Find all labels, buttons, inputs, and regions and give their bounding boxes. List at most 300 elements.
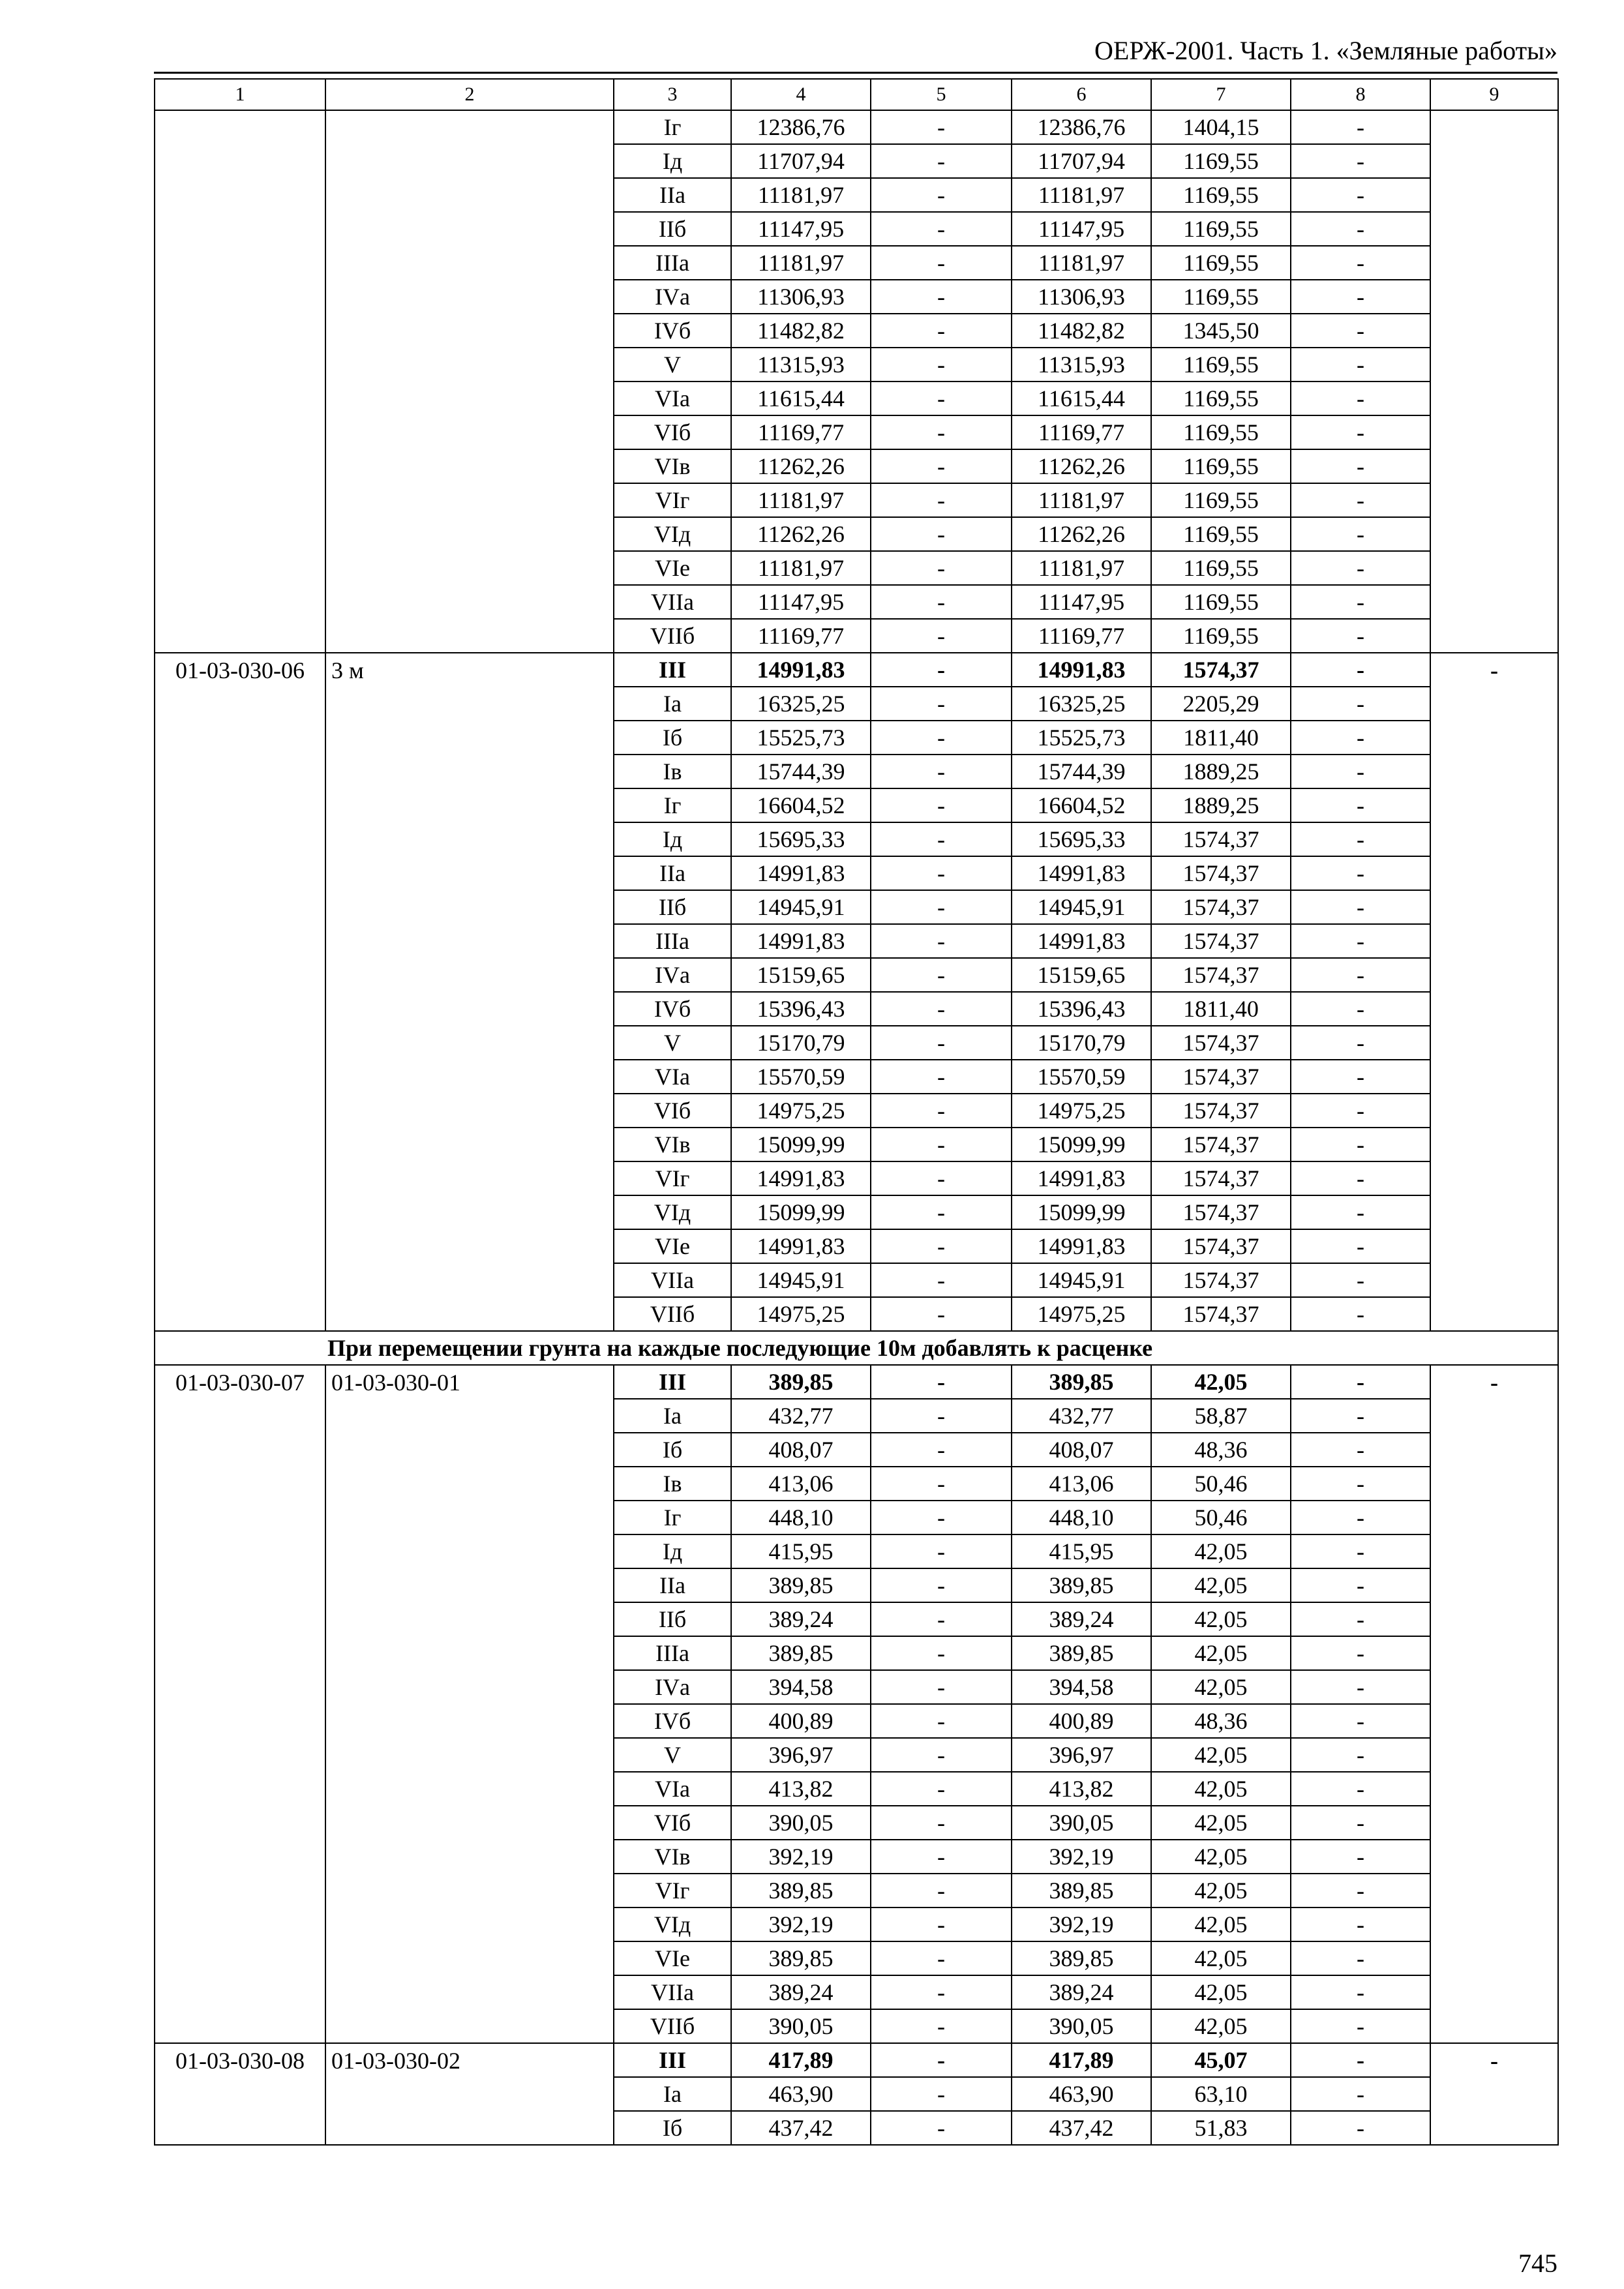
machine-cost: 15695,33	[1012, 822, 1151, 856]
rate-description: 01-03-030-02	[325, 2043, 614, 2145]
soil-group: Iг	[614, 1501, 731, 1534]
total-cost: 15695,33	[731, 822, 871, 856]
column-number: 3	[614, 79, 731, 110]
soil-group: VIе	[614, 1229, 731, 1263]
wages-cost: -	[871, 280, 1012, 314]
soil-group: IIа	[614, 178, 731, 212]
soil-group: IVа	[614, 280, 731, 314]
machinist-wages: 1169,55	[1151, 178, 1291, 212]
total-cost: 413,06	[731, 1467, 871, 1501]
column-number: 9	[1430, 79, 1558, 110]
soil-group: VIа	[614, 1772, 731, 1806]
machine-cost: 11169,77	[1012, 619, 1151, 653]
machinist-wages: 1169,55	[1151, 280, 1291, 314]
machinist-wages: 42,05	[1151, 1806, 1291, 1840]
soil-group: Iд	[614, 1534, 731, 1568]
table-row	[155, 653, 1558, 687]
wages-cost: -	[871, 721, 1012, 755]
soil-group: IVа	[614, 958, 731, 992]
machine-cost: 390,05	[1012, 2009, 1151, 2043]
soil-group: IIа	[614, 1568, 731, 1602]
machine-cost: 389,85	[1012, 1365, 1151, 1399]
wages-cost: -	[871, 1568, 1012, 1602]
machine-cost: 11147,95	[1012, 585, 1151, 619]
col9-value	[1430, 110, 1558, 653]
wages-cost: -	[871, 1670, 1012, 1704]
soil-group: VIд	[614, 517, 731, 551]
machine-cost: 11262,26	[1012, 517, 1151, 551]
machinist-wages: 48,36	[1151, 1433, 1291, 1467]
materials-cost: -	[1291, 890, 1430, 924]
wages-cost: -	[871, 1094, 1012, 1128]
machine-cost: 408,07	[1012, 1433, 1151, 1467]
column-number: 6	[1012, 79, 1151, 110]
total-cost: 14991,83	[731, 1161, 871, 1195]
machine-cost: 11169,77	[1012, 415, 1151, 449]
materials-cost: -	[1291, 1060, 1430, 1094]
soil-group: Iб	[614, 721, 731, 755]
total-cost: 11181,97	[731, 178, 871, 212]
materials-cost: -	[1291, 958, 1430, 992]
soil-group: IIб	[614, 1602, 731, 1636]
column-number: 1	[155, 79, 325, 110]
materials-cost: -	[1291, 1026, 1430, 1060]
total-cost: 390,05	[731, 2009, 871, 2043]
soil-group: Iб	[614, 2111, 731, 2145]
wages-cost: -	[871, 1874, 1012, 1908]
soil-group: VIб	[614, 1094, 731, 1128]
machinist-wages: 63,10	[1151, 2077, 1291, 2111]
soil-group: Iа	[614, 1399, 731, 1433]
machine-cost: 14991,83	[1012, 1229, 1151, 1263]
soil-group: VIб	[614, 1806, 731, 1840]
rate-code: 01-03-030-08	[155, 2043, 325, 2145]
machine-cost: 11181,97	[1012, 246, 1151, 280]
wages-cost: -	[871, 449, 1012, 483]
soil-group: VIв	[614, 1840, 731, 1874]
machinist-wages: 42,05	[1151, 1534, 1291, 1568]
wages-cost: -	[871, 517, 1012, 551]
document-title: ОЕРЖ-2001. Часть 1. «Земляные работы»	[1094, 36, 1557, 65]
total-cost: 12386,76	[731, 110, 871, 144]
machine-cost: 392,19	[1012, 1840, 1151, 1874]
wages-cost: -	[871, 585, 1012, 619]
soil-group: VIб	[614, 415, 731, 449]
machinist-wages: 58,87	[1151, 1399, 1291, 1433]
materials-cost: -	[1291, 2077, 1430, 2111]
machinist-wages: 1574,37	[1151, 822, 1291, 856]
machinist-wages: 1574,37	[1151, 1229, 1291, 1263]
total-cost: 389,85	[731, 1568, 871, 1602]
machinist-wages: 50,46	[1151, 1467, 1291, 1501]
materials-cost: -	[1291, 551, 1430, 585]
materials-cost: -	[1291, 1263, 1430, 1297]
wages-cost: -	[871, 1602, 1012, 1636]
total-cost: 15744,39	[731, 755, 871, 788]
materials-cost: -	[1291, 483, 1430, 517]
machine-cost: 12386,76	[1012, 110, 1151, 144]
wages-cost: -	[871, 890, 1012, 924]
soil-group: V	[614, 348, 731, 382]
total-cost: 400,89	[731, 1704, 871, 1738]
wages-cost: -	[871, 1975, 1012, 2009]
machine-cost: 14991,83	[1012, 924, 1151, 958]
wages-cost: -	[871, 1840, 1012, 1874]
wages-cost: -	[871, 822, 1012, 856]
machinist-wages: 42,05	[1151, 1941, 1291, 1975]
wages-cost: -	[871, 483, 1012, 517]
wages-cost: -	[871, 1026, 1012, 1060]
wages-cost: -	[871, 755, 1012, 788]
soil-group: III	[614, 1365, 731, 1399]
col9-value: -	[1430, 653, 1558, 1331]
soil-group: VIе	[614, 551, 731, 585]
rate-code: 01-03-030-06	[155, 653, 325, 1331]
total-cost: 389,24	[731, 1975, 871, 2009]
machine-cost: 11262,26	[1012, 449, 1151, 483]
col9-value: -	[1430, 2043, 1558, 2145]
total-cost: 11306,93	[731, 280, 871, 314]
total-cost: 389,85	[731, 1365, 871, 1399]
wages-cost: -	[871, 2043, 1012, 2077]
machinist-wages: 2205,29	[1151, 687, 1291, 721]
total-cost: 11615,44	[731, 382, 871, 415]
materials-cost: -	[1291, 1840, 1430, 1874]
total-cost: 389,85	[731, 1874, 871, 1908]
machine-cost: 15159,65	[1012, 958, 1151, 992]
materials-cost: -	[1291, 415, 1430, 449]
page-number: 745	[1518, 2249, 1557, 2278]
machine-cost: 463,90	[1012, 2077, 1151, 2111]
materials-cost: -	[1291, 856, 1430, 890]
machine-cost: 396,97	[1012, 1738, 1151, 1772]
materials-cost: -	[1291, 1602, 1430, 1636]
wages-cost: -	[871, 1636, 1012, 1670]
wages-cost: -	[871, 924, 1012, 958]
machinist-wages: 42,05	[1151, 1772, 1291, 1806]
machinist-wages: 1574,37	[1151, 924, 1291, 958]
materials-cost: -	[1291, 1806, 1430, 1840]
soil-group: III	[614, 653, 731, 687]
total-cost: 16604,52	[731, 788, 871, 822]
materials-cost: -	[1291, 924, 1430, 958]
wages-cost: -	[871, 1060, 1012, 1094]
machinist-wages: 42,05	[1151, 1636, 1291, 1670]
machine-cost: 11147,95	[1012, 212, 1151, 246]
total-cost: 463,90	[731, 2077, 871, 2111]
machinist-wages: 42,05	[1151, 1670, 1291, 1704]
machinist-wages: 42,05	[1151, 1874, 1291, 1908]
total-cost: 432,77	[731, 1399, 871, 1433]
table-row	[155, 2043, 1558, 2077]
total-cost: 14991,83	[731, 1229, 871, 1263]
materials-cost: -	[1291, 1501, 1430, 1534]
machine-cost: 14991,83	[1012, 653, 1151, 687]
machinist-wages: 1889,25	[1151, 788, 1291, 822]
wages-cost: -	[871, 1297, 1012, 1331]
soil-group: VIIб	[614, 2009, 731, 2043]
wages-cost: -	[871, 1263, 1012, 1297]
machine-cost: 14991,83	[1012, 856, 1151, 890]
wages-cost: -	[871, 1806, 1012, 1840]
machinist-wages: 1169,55	[1151, 382, 1291, 415]
machinist-wages: 1169,55	[1151, 144, 1291, 178]
total-cost: 390,05	[731, 1806, 871, 1840]
machine-cost: 15570,59	[1012, 1060, 1151, 1094]
machine-cost: 11315,93	[1012, 348, 1151, 382]
materials-cost: -	[1291, 348, 1430, 382]
soil-group: VIа	[614, 382, 731, 415]
soil-group: VIв	[614, 1128, 731, 1161]
soil-group: IIб	[614, 890, 731, 924]
materials-cost: -	[1291, 1297, 1430, 1331]
machine-cost: 389,85	[1012, 1941, 1151, 1975]
rate-code: 01-03-030-07	[155, 1365, 325, 2043]
soil-group: IVб	[614, 1704, 731, 1738]
machine-cost: 389,85	[1012, 1636, 1151, 1670]
materials-cost: -	[1291, 1704, 1430, 1738]
wages-cost: -	[871, 1738, 1012, 1772]
machine-cost: 15744,39	[1012, 755, 1151, 788]
machinist-wages: 1169,55	[1151, 348, 1291, 382]
machinist-wages: 1345,50	[1151, 314, 1291, 348]
materials-cost: -	[1291, 1941, 1430, 1975]
soil-group: V	[614, 1738, 731, 1772]
machine-cost: 11181,97	[1012, 551, 1151, 585]
machine-cost: 15099,99	[1012, 1195, 1151, 1229]
machinist-wages: 42,05	[1151, 1840, 1291, 1874]
table-body	[155, 79, 1558, 2145]
materials-cost: -	[1291, 382, 1430, 415]
total-cost: 413,82	[731, 1772, 871, 1806]
materials-cost: -	[1291, 178, 1430, 212]
total-cost: 11147,95	[731, 212, 871, 246]
wages-cost: -	[871, 1365, 1012, 1399]
machine-cost: 389,24	[1012, 1975, 1151, 2009]
wages-cost: -	[871, 653, 1012, 687]
machine-cost: 413,06	[1012, 1467, 1151, 1501]
machinist-wages: 1169,55	[1151, 619, 1291, 653]
column-number: 8	[1291, 79, 1430, 110]
materials-cost: -	[1291, 1433, 1430, 1467]
total-cost: 11147,95	[731, 585, 871, 619]
soil-group: IVб	[614, 314, 731, 348]
wages-cost: -	[871, 314, 1012, 348]
soil-group: IIIа	[614, 1636, 731, 1670]
soil-group: IIб	[614, 212, 731, 246]
machine-cost: 15099,99	[1012, 1128, 1151, 1161]
wages-cost: -	[871, 1941, 1012, 1975]
machinist-wages: 1169,55	[1151, 551, 1291, 585]
wages-cost: -	[871, 178, 1012, 212]
total-cost: 15159,65	[731, 958, 871, 992]
wages-cost: -	[871, 1195, 1012, 1229]
machine-cost: 400,89	[1012, 1704, 1151, 1738]
machinist-wages: 1574,37	[1151, 1161, 1291, 1195]
machinist-wages: 51,83	[1151, 2111, 1291, 2145]
soil-group: VIIб	[614, 1297, 731, 1331]
wages-cost: -	[871, 348, 1012, 382]
machine-cost: 11615,44	[1012, 382, 1151, 415]
materials-cost: -	[1291, 1908, 1430, 1941]
materials-cost: -	[1291, 1568, 1430, 1602]
materials-cost: -	[1291, 1161, 1430, 1195]
wages-cost: -	[871, 1772, 1012, 1806]
soil-group: IVб	[614, 992, 731, 1026]
machine-cost: 389,24	[1012, 1602, 1151, 1636]
total-cost: 392,19	[731, 1908, 871, 1941]
total-cost: 11482,82	[731, 314, 871, 348]
column-number: 7	[1151, 79, 1291, 110]
machinist-wages: 42,05	[1151, 1908, 1291, 1941]
materials-cost: -	[1291, 653, 1430, 687]
soil-group: Iд	[614, 144, 731, 178]
total-cost: 15570,59	[731, 1060, 871, 1094]
wages-cost: -	[871, 1704, 1012, 1738]
column-number: 4	[731, 79, 871, 110]
soil-group: Iа	[614, 687, 731, 721]
materials-cost: -	[1291, 992, 1430, 1026]
soil-group: VIIа	[614, 585, 731, 619]
materials-cost: -	[1291, 1467, 1430, 1501]
total-cost: 389,85	[731, 1636, 871, 1670]
soil-group: Iв	[614, 1467, 731, 1501]
soil-group: Iб	[614, 1433, 731, 1467]
machine-cost: 448,10	[1012, 1501, 1151, 1534]
machinist-wages: 42,05	[1151, 1738, 1291, 1772]
total-cost: 11262,26	[731, 449, 871, 483]
total-cost: 417,89	[731, 2043, 871, 2077]
total-cost: 11181,97	[731, 246, 871, 280]
soil-group: Iд	[614, 822, 731, 856]
soil-group: VIа	[614, 1060, 731, 1094]
materials-cost: -	[1291, 2111, 1430, 2145]
wages-cost: -	[871, 1399, 1012, 1433]
machine-cost: 437,42	[1012, 2111, 1151, 2145]
wages-cost: -	[871, 382, 1012, 415]
machine-cost: 11181,97	[1012, 483, 1151, 517]
materials-cost: -	[1291, 517, 1430, 551]
wages-cost: -	[871, 1534, 1012, 1568]
materials-cost: -	[1291, 1772, 1430, 1806]
total-cost: 389,24	[731, 1602, 871, 1636]
total-cost: 392,19	[731, 1840, 871, 1874]
materials-cost: -	[1291, 1636, 1430, 1670]
machine-cost: 11707,94	[1012, 144, 1151, 178]
total-cost: 11707,94	[731, 144, 871, 178]
wages-cost: -	[871, 110, 1012, 144]
machinist-wages: 1574,37	[1151, 1263, 1291, 1297]
wages-cost: -	[871, 1467, 1012, 1501]
soil-group: Iг	[614, 788, 731, 822]
machine-cost: 417,89	[1012, 2043, 1151, 2077]
wages-cost: -	[871, 2111, 1012, 2145]
soil-group: VIг	[614, 483, 731, 517]
materials-cost: -	[1291, 619, 1430, 653]
column-number: 2	[325, 79, 614, 110]
soil-group: V	[614, 1026, 731, 1060]
machinist-wages: 1574,37	[1151, 1060, 1291, 1094]
machinist-wages: 1169,55	[1151, 415, 1291, 449]
machinist-wages: 1574,37	[1151, 1026, 1291, 1060]
soil-group: VIв	[614, 449, 731, 483]
machine-cost: 415,95	[1012, 1534, 1151, 1568]
machinist-wages: 1574,37	[1151, 1297, 1291, 1331]
wages-cost: -	[871, 1229, 1012, 1263]
wages-cost: -	[871, 1161, 1012, 1195]
total-cost: 14975,25	[731, 1094, 871, 1128]
total-cost: 11181,97	[731, 551, 871, 585]
machinist-wages: 1574,37	[1151, 856, 1291, 890]
materials-cost: -	[1291, 2009, 1430, 2043]
machinist-wages: 42,05	[1151, 1568, 1291, 1602]
table-row	[155, 1365, 1558, 1399]
machinist-wages: 1574,37	[1151, 958, 1291, 992]
machinist-wages: 1169,55	[1151, 585, 1291, 619]
wages-cost: -	[871, 992, 1012, 1026]
wages-cost: -	[871, 246, 1012, 280]
soil-group: IIа	[614, 856, 731, 890]
wages-cost: -	[871, 856, 1012, 890]
wages-cost: -	[871, 958, 1012, 992]
materials-cost: -	[1291, 1128, 1430, 1161]
wages-cost: -	[871, 1433, 1012, 1467]
machinist-wages: 1169,55	[1151, 246, 1291, 280]
total-cost: 11262,26	[731, 517, 871, 551]
wages-cost: -	[871, 1908, 1012, 1941]
machinist-wages: 42,05	[1151, 2009, 1291, 2043]
materials-cost: -	[1291, 721, 1430, 755]
machinist-wages: 1574,37	[1151, 653, 1291, 687]
col9-value: -	[1430, 1365, 1558, 2043]
wages-cost: -	[871, 2077, 1012, 2111]
soil-group: VIд	[614, 1908, 731, 1941]
wages-cost: -	[871, 788, 1012, 822]
materials-cost: -	[1291, 788, 1430, 822]
total-cost: 15099,99	[731, 1195, 871, 1229]
machinist-wages: 1169,55	[1151, 517, 1291, 551]
machinist-wages: 1574,37	[1151, 1195, 1291, 1229]
soil-group: VIIа	[614, 1263, 731, 1297]
machine-cost: 15170,79	[1012, 1026, 1151, 1060]
soil-group: IIIа	[614, 246, 731, 280]
soil-group: VIIб	[614, 619, 731, 653]
materials-cost: -	[1291, 1670, 1430, 1704]
machinist-wages: 1574,37	[1151, 1128, 1291, 1161]
materials-cost: -	[1291, 1399, 1430, 1433]
note-text: При перемещении грунта на каждые последующие 10м добавлять к расценке	[155, 1331, 1558, 1365]
wages-cost: -	[871, 144, 1012, 178]
machine-cost: 14945,91	[1012, 1263, 1151, 1297]
materials-cost: -	[1291, 585, 1430, 619]
total-cost: 14945,91	[731, 1263, 871, 1297]
column-number: 5	[871, 79, 1012, 110]
materials-cost: -	[1291, 1195, 1430, 1229]
wages-cost: -	[871, 551, 1012, 585]
machine-cost: 392,19	[1012, 1908, 1151, 1941]
materials-cost: -	[1291, 1874, 1430, 1908]
total-cost: 14975,25	[731, 1297, 871, 1331]
wages-cost: -	[871, 619, 1012, 653]
soil-group: III	[614, 2043, 731, 2077]
materials-cost: -	[1291, 822, 1430, 856]
machinist-wages: 1404,15	[1151, 110, 1291, 144]
machinist-wages: 42,05	[1151, 1602, 1291, 1636]
wages-cost: -	[871, 212, 1012, 246]
machinist-wages: 1811,40	[1151, 992, 1291, 1026]
materials-cost: -	[1291, 1365, 1430, 1399]
machine-cost: 394,58	[1012, 1670, 1151, 1704]
